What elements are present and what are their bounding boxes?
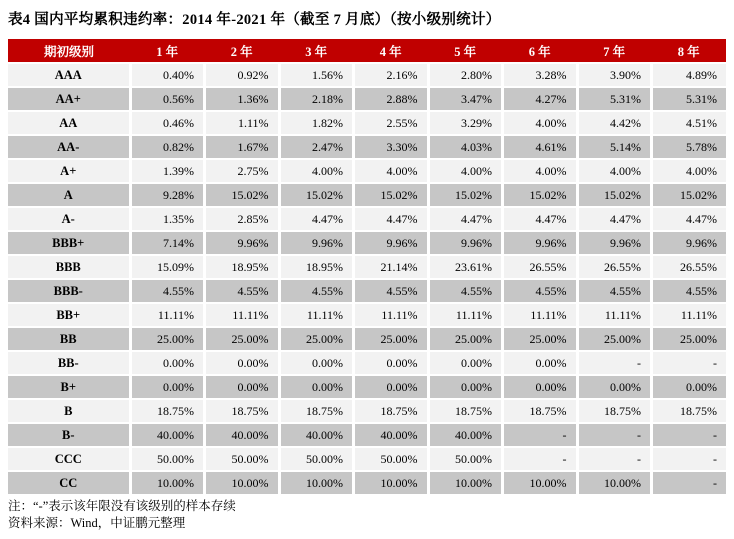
row-label: AA- xyxy=(8,135,130,159)
value-cell: 25.00% xyxy=(279,327,354,351)
table-title: 表4 国内平均累积违约率：2014 年-2021 年（截至 7 月底）（按小级别统计） xyxy=(8,12,501,28)
value-cell: 18.95% xyxy=(279,255,354,279)
value-cell: 0.00% xyxy=(130,375,205,399)
value-cell: 15.02% xyxy=(503,183,578,207)
column-header-level: 期初级别 xyxy=(8,39,130,63)
table-row xyxy=(8,231,726,255)
row-label: AA+ xyxy=(8,87,130,111)
value-cell: 11.11% xyxy=(279,303,354,327)
value-cell: 0.00% xyxy=(354,375,429,399)
value-cell: 40.00% xyxy=(279,423,354,447)
value-cell: 40.00% xyxy=(428,423,503,447)
value-cell: 2.55% xyxy=(354,111,429,135)
table-row xyxy=(8,159,726,183)
column-header-year: 7 年 xyxy=(577,39,652,63)
column-header-year: 1 年 xyxy=(130,39,205,63)
table-row xyxy=(8,135,726,159)
value-cell: 18.75% xyxy=(577,399,652,423)
value-cell: 4.00% xyxy=(503,159,578,183)
value-cell: 4.51% xyxy=(652,111,727,135)
value-cell: - xyxy=(652,447,727,471)
value-cell: - xyxy=(652,351,727,375)
value-cell: 15.02% xyxy=(279,183,354,207)
row-label: BB+ xyxy=(8,303,130,327)
value-cell: 1.56% xyxy=(279,63,354,87)
row-label: BBB+ xyxy=(8,231,130,255)
value-cell: 4.47% xyxy=(428,207,503,231)
value-cell: 9.96% xyxy=(503,231,578,255)
row-label: B- xyxy=(8,423,130,447)
value-cell: 10.00% xyxy=(354,471,429,494)
value-cell: 5.31% xyxy=(652,87,727,111)
value-cell: 11.11% xyxy=(503,303,578,327)
row-label: B+ xyxy=(8,375,130,399)
value-cell: 2.85% xyxy=(205,207,280,231)
value-cell: 26.55% xyxy=(577,255,652,279)
header-row xyxy=(8,39,726,63)
value-cell: - xyxy=(652,423,727,447)
value-cell: - xyxy=(503,447,578,471)
value-cell: 0.00% xyxy=(428,375,503,399)
value-cell: 4.00% xyxy=(577,159,652,183)
value-cell: 50.00% xyxy=(354,447,429,471)
value-cell: 18.95% xyxy=(205,255,280,279)
value-cell: 4.61% xyxy=(503,135,578,159)
value-cell: 4.00% xyxy=(652,159,727,183)
table-row xyxy=(8,375,726,399)
value-cell: 3.29% xyxy=(428,111,503,135)
value-cell: 4.55% xyxy=(354,279,429,303)
table-row xyxy=(8,255,726,279)
value-cell: 10.00% xyxy=(503,471,578,494)
value-cell: 3.47% xyxy=(428,87,503,111)
value-cell: 0.00% xyxy=(279,351,354,375)
value-cell: 15.02% xyxy=(577,183,652,207)
value-cell: 0.00% xyxy=(503,375,578,399)
value-cell: 4.47% xyxy=(279,207,354,231)
value-cell: 0.00% xyxy=(279,375,354,399)
row-label: BBB- xyxy=(8,279,130,303)
value-cell: 50.00% xyxy=(279,447,354,471)
value-cell: 26.55% xyxy=(503,255,578,279)
value-cell: 1.82% xyxy=(279,111,354,135)
value-cell: 9.96% xyxy=(279,231,354,255)
value-cell: 9.96% xyxy=(354,231,429,255)
column-header-year: 8 年 xyxy=(652,39,727,63)
value-cell: 1.67% xyxy=(205,135,280,159)
table-row xyxy=(8,111,726,135)
value-cell: - xyxy=(577,447,652,471)
value-cell: 10.00% xyxy=(279,471,354,494)
value-cell: 25.00% xyxy=(130,327,205,351)
table-row xyxy=(8,207,726,231)
value-cell: 0.46% xyxy=(130,111,205,135)
value-cell: 40.00% xyxy=(205,423,280,447)
value-cell: - xyxy=(577,351,652,375)
value-cell: 0.00% xyxy=(354,351,429,375)
column-header-year: 2 年 xyxy=(205,39,280,63)
value-cell: 4.47% xyxy=(652,207,727,231)
value-cell: 18.75% xyxy=(130,399,205,423)
column-header-year: 4 年 xyxy=(354,39,429,63)
row-label: AAA xyxy=(8,63,130,87)
value-cell: 4.00% xyxy=(354,159,429,183)
row-label: AA xyxy=(8,111,130,135)
value-cell: 9.96% xyxy=(577,231,652,255)
row-label: A xyxy=(8,183,130,207)
value-cell: 0.82% xyxy=(130,135,205,159)
value-cell: 9.96% xyxy=(205,231,280,255)
value-cell: 4.47% xyxy=(503,207,578,231)
default-rate-table xyxy=(8,39,726,494)
value-cell: 5.78% xyxy=(652,135,727,159)
value-cell: - xyxy=(652,471,727,494)
table-row xyxy=(8,447,726,471)
value-cell: 0.56% xyxy=(130,87,205,111)
value-cell: 2.18% xyxy=(279,87,354,111)
source-note: 资料来源：Wind，中证鹏元整理 xyxy=(8,516,186,530)
value-cell: 50.00% xyxy=(428,447,503,471)
value-cell: 4.55% xyxy=(130,279,205,303)
value-cell: 9.28% xyxy=(130,183,205,207)
row-label: BBB xyxy=(8,255,130,279)
value-cell: 11.11% xyxy=(354,303,429,327)
value-cell: 18.75% xyxy=(205,399,280,423)
value-cell: 4.47% xyxy=(577,207,652,231)
value-cell: 26.55% xyxy=(652,255,727,279)
table-row xyxy=(8,303,726,327)
value-cell: 10.00% xyxy=(130,471,205,494)
table-row xyxy=(8,183,726,207)
value-cell: 4.03% xyxy=(428,135,503,159)
value-cell: 18.75% xyxy=(503,399,578,423)
value-cell: 2.47% xyxy=(279,135,354,159)
value-cell: 18.75% xyxy=(428,399,503,423)
row-label: A- xyxy=(8,207,130,231)
value-cell: 9.96% xyxy=(652,231,727,255)
value-cell: 4.89% xyxy=(652,63,727,87)
value-cell: 11.11% xyxy=(205,303,280,327)
value-cell: 25.00% xyxy=(652,327,727,351)
value-cell: 11.11% xyxy=(130,303,205,327)
value-cell: 15.02% xyxy=(652,183,727,207)
value-cell: 0.00% xyxy=(503,351,578,375)
value-cell: 4.47% xyxy=(354,207,429,231)
value-cell: 9.96% xyxy=(428,231,503,255)
table-row xyxy=(8,63,726,87)
table-row xyxy=(8,399,726,423)
value-cell: 25.00% xyxy=(354,327,429,351)
value-cell: 4.42% xyxy=(577,111,652,135)
column-header-year: 5 年 xyxy=(428,39,503,63)
value-cell: 4.00% xyxy=(279,159,354,183)
value-cell: 5.31% xyxy=(577,87,652,111)
value-cell: 4.55% xyxy=(652,279,727,303)
value-cell: 1.36% xyxy=(205,87,280,111)
column-header-year: 6 年 xyxy=(503,39,578,63)
table-row xyxy=(8,87,726,111)
table-header xyxy=(8,39,726,63)
row-label: B xyxy=(8,399,130,423)
value-cell: 1.11% xyxy=(205,111,280,135)
value-cell: 15.02% xyxy=(428,183,503,207)
value-cell: 11.11% xyxy=(577,303,652,327)
value-cell: 25.00% xyxy=(577,327,652,351)
table-row xyxy=(8,279,726,303)
value-cell: 11.11% xyxy=(428,303,503,327)
value-cell: 25.00% xyxy=(428,327,503,351)
value-cell: 1.39% xyxy=(130,159,205,183)
value-cell: 18.75% xyxy=(354,399,429,423)
row-label: CCC xyxy=(8,447,130,471)
value-cell: 3.90% xyxy=(577,63,652,87)
value-cell: 2.16% xyxy=(354,63,429,87)
table-row xyxy=(8,471,726,494)
value-cell: 1.35% xyxy=(130,207,205,231)
value-cell: 0.00% xyxy=(577,375,652,399)
value-cell: 0.40% xyxy=(130,63,205,87)
value-cell: 15.02% xyxy=(354,183,429,207)
value-cell: 2.88% xyxy=(354,87,429,111)
value-cell: 4.27% xyxy=(503,87,578,111)
value-cell: 15.02% xyxy=(205,183,280,207)
value-cell: 4.00% xyxy=(503,111,578,135)
value-cell: 0.92% xyxy=(205,63,280,87)
value-cell: 2.75% xyxy=(205,159,280,183)
value-cell: 2.80% xyxy=(428,63,503,87)
value-cell: 4.55% xyxy=(428,279,503,303)
value-cell: 21.14% xyxy=(354,255,429,279)
value-cell: 25.00% xyxy=(205,327,280,351)
value-cell: 50.00% xyxy=(130,447,205,471)
column-header-year: 3 年 xyxy=(279,39,354,63)
value-cell: 3.28% xyxy=(503,63,578,87)
value-cell: 11.11% xyxy=(652,303,727,327)
table-row xyxy=(8,423,726,447)
row-label: BB xyxy=(8,327,130,351)
value-cell: 7.14% xyxy=(130,231,205,255)
table-footnotes xyxy=(8,498,726,532)
value-cell: 4.00% xyxy=(428,159,503,183)
table-body xyxy=(8,63,726,494)
value-cell: 0.00% xyxy=(205,351,280,375)
value-cell: 4.55% xyxy=(205,279,280,303)
value-cell: 18.75% xyxy=(279,399,354,423)
value-cell: 10.00% xyxy=(205,471,280,494)
value-cell: 18.75% xyxy=(652,399,727,423)
value-cell: 4.55% xyxy=(503,279,578,303)
table-row xyxy=(8,351,726,375)
value-cell: 0.00% xyxy=(130,351,205,375)
value-cell: 4.55% xyxy=(279,279,354,303)
value-cell: 4.55% xyxy=(577,279,652,303)
value-cell: 40.00% xyxy=(354,423,429,447)
value-cell: - xyxy=(503,423,578,447)
value-cell: - xyxy=(577,423,652,447)
value-cell: 25.00% xyxy=(503,327,578,351)
value-cell: 40.00% xyxy=(130,423,205,447)
row-label: A+ xyxy=(8,159,130,183)
value-cell: 0.00% xyxy=(652,375,727,399)
value-cell: 10.00% xyxy=(577,471,652,494)
dash-note: 注：“-”表示该年限没有该级别的样本存续 xyxy=(8,499,236,513)
value-cell: 15.09% xyxy=(130,255,205,279)
row-label: CC xyxy=(8,471,130,494)
value-cell: 3.30% xyxy=(354,135,429,159)
value-cell: 10.00% xyxy=(428,471,503,494)
value-cell: 23.61% xyxy=(428,255,503,279)
value-cell: 0.00% xyxy=(428,351,503,375)
table-row xyxy=(8,327,726,351)
value-cell: 5.14% xyxy=(577,135,652,159)
value-cell: 0.00% xyxy=(205,375,280,399)
value-cell: 50.00% xyxy=(205,447,280,471)
row-label: BB- xyxy=(8,351,130,375)
